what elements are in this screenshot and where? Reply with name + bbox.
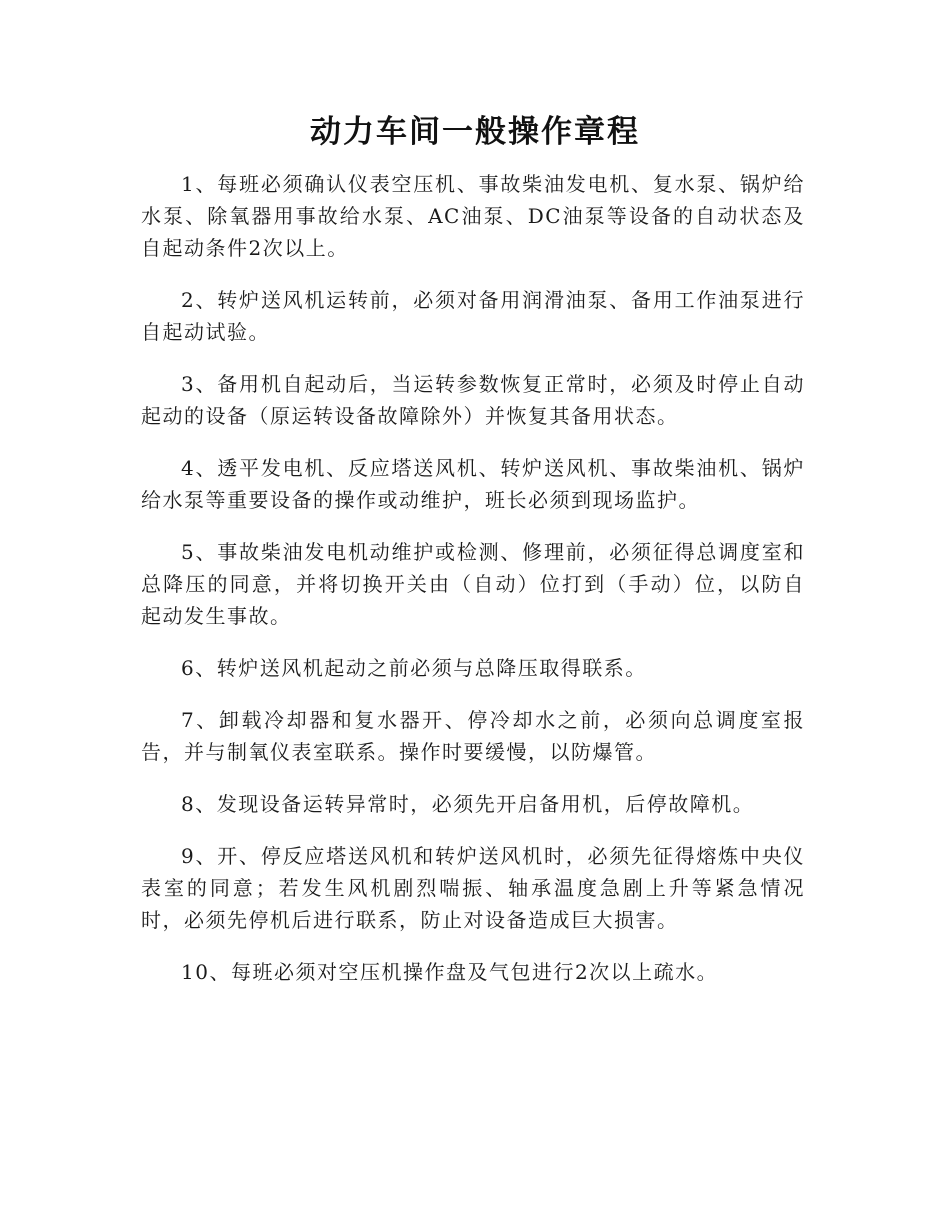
- paragraph-7: 7、卸载冷却器和复水器开、停冷却水之前，必须向总调度室报告，并与制氧仪表室联系。操作时要缓慢，以防爆管。: [141, 708, 805, 764]
- paragraph-6: 6、转炉送风机起动之前必须与总降压取得联系。: [181, 656, 647, 680]
- document-body: [141, 168, 805, 1008]
- document-title: 动力车间一般操作章程: [310, 114, 640, 150]
- paragraph-3: 3、备用机自起动后，当运转参数恢复正常时，必须及时停止自动起动的设备（原运转设备故障除外）并恢复其备用状态。: [141, 372, 805, 428]
- paragraph-9: 9、开、停反应塔送风机和转炉送风机时，必须先征得熔炼中央仪表室的同意；若发生风机剧烈喘振、轴承温度急剧上升等紧急情况时，必须先停机后进行联系，防止对设备造成巨大损害。: [141, 844, 805, 932]
- paragraph-10: 10、每班必须对空压机操作盘及气包进行2次以上疏水。: [181, 960, 719, 984]
- paragraph-1: 1、每班必须确认仪表空压机、事故柴油发电机、复水泵、锅炉给水泵、除氧器用事故给水泵、AC油泵、DC油泵等设备的自动状态及自起动条件2次以上。: [141, 172, 805, 260]
- paragraph-2: 2、转炉送风机运转前，必须对备用润滑油泵、备用工作油泵进行自起动试验。: [141, 288, 805, 344]
- paragraph-4: 4、透平发电机、反应塔送风机、转炉送风机、事故柴油机、锅炉给水泵等重要设备的操作或动维护，班长必须到现场监护。: [141, 456, 805, 512]
- paragraph-8: 8、发现设备运转异常时，必须先开启备用机，后停故障机。: [181, 792, 755, 816]
- paragraph-5: 5、事故柴油发电机动维护或检测、修理前，必须征得总调度室和总降压的同意，并将切换开关由（自动）位打到（手动）位，以防自起动发生事故。: [141, 540, 805, 628]
